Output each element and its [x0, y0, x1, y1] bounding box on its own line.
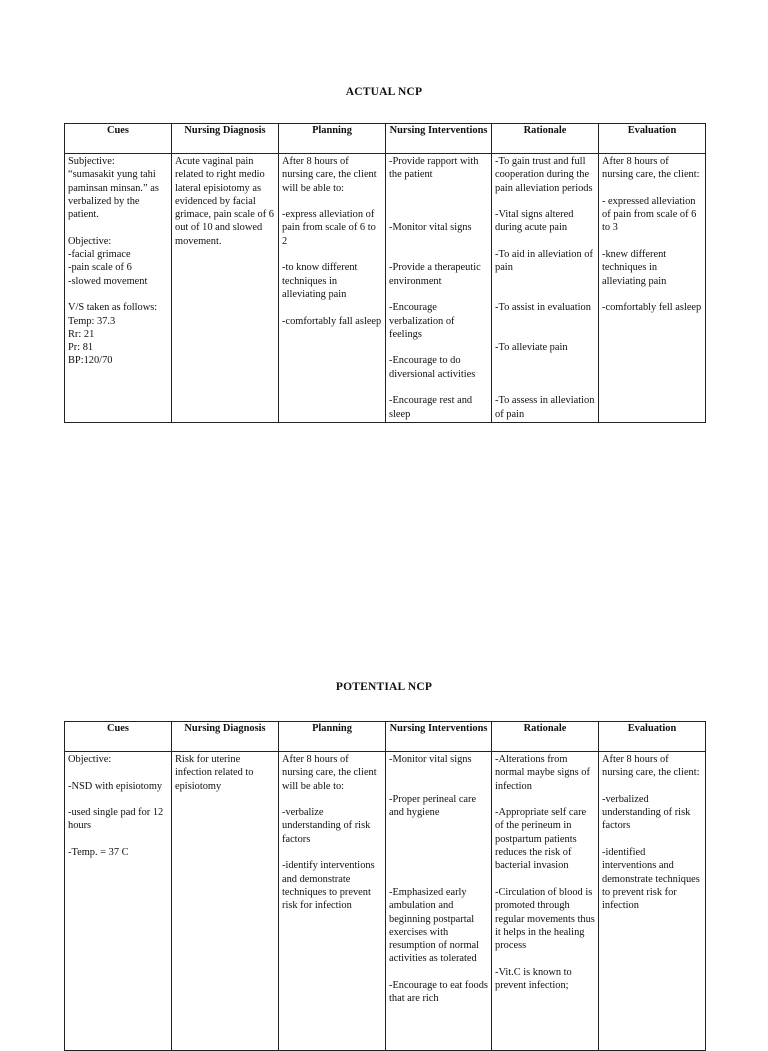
blank-line: [389, 248, 488, 261]
evaluation-cell: [599, 752, 706, 1051]
blank-line: [389, 846, 488, 859]
cell-text: “sumasakit yung tahi paminsan minsan.” as verbalized by the patient.: [68, 169, 162, 221]
blank-line: [389, 859, 488, 872]
cell-text: After 8 hours of nursing care, the client:: [602, 156, 700, 181]
cues-cell: [65, 154, 172, 423]
cell-text: -verbalized understanding of risk factors: [602, 793, 693, 832]
cell-text: -Monitor vital signs: [389, 222, 472, 234]
cell-text: -express alleviation of pain from scale of 6 to 2: [282, 209, 379, 247]
cell-text: -pain scale of 6: [68, 262, 132, 274]
cell-text: After 8 hours of nursing care, the client will be able to:: [282, 754, 380, 792]
header-planning: Planning: [279, 124, 386, 154]
blank-line: [602, 235, 702, 248]
planning-cell: [279, 154, 386, 423]
header-rationale: Rationale: [492, 124, 599, 154]
blank-line: [389, 833, 488, 846]
cell-text: -Vit.C is known to prevent infection;: [495, 966, 575, 992]
cell-text: -slowed movement: [68, 275, 148, 287]
blank-line: [389, 381, 488, 394]
blank-line: [602, 780, 702, 793]
cell-text: -knew different techniques in alleviating pain: [602, 249, 669, 287]
rationale-cell: [492, 752, 599, 1051]
cell-text: -Provide rapport with the patient: [389, 156, 482, 181]
blank-line: [389, 208, 488, 221]
header-rationale: Rationale: [492, 722, 599, 752]
blank-line: [68, 766, 168, 779]
actual-ncp-table: [64, 123, 706, 423]
header-nursing-diagnosis: Nursing Diagnosis: [172, 124, 279, 154]
blank-line: [68, 288, 168, 301]
blank-line: [495, 873, 595, 886]
potential-ncp-table: [64, 721, 706, 1051]
cell-text: - expressed alleviation of pain from scale of 6 to 3: [602, 195, 699, 234]
cell-text: -facial grimace: [68, 249, 131, 261]
cues-cell: [65, 752, 172, 1051]
blank-line: [495, 288, 595, 301]
header-cues: Cues: [65, 722, 172, 752]
blank-line: [389, 288, 488, 301]
cell-text: -To assist in evaluation: [495, 302, 591, 314]
cell-text: Acute vaginal pain related to right medio lateral episiotomy as evidenced by facial grimace, pain scale of 6 out of 10 and slowed movement.: [175, 156, 277, 247]
nursing-diagnosis-cell: [172, 752, 279, 1051]
cell-text: -Temp. = 37 C: [68, 847, 129, 859]
cell-text: -comfortably fell asleep: [602, 302, 702, 314]
blank-line: [282, 846, 382, 859]
blank-line: [282, 195, 382, 208]
blank-line: [389, 182, 488, 195]
cell-text: Risk for uterine infection related to episiotomy: [175, 754, 257, 792]
cell-text: -To aid in alleviation of pain: [495, 249, 596, 274]
blank-line: [495, 328, 595, 341]
cell-text: -identify interventions and demonstrate techniques to prevent risk for infection: [282, 860, 378, 912]
cell-text: -used single pad for 12 hours: [68, 807, 166, 832]
table-row: [65, 752, 706, 1051]
blank-line: [389, 819, 488, 832]
nursing-interventions-cell: [386, 752, 492, 1051]
cell-text: -To alleviate pain: [495, 342, 568, 354]
cell-text: Temp: 37.3: [68, 315, 116, 327]
blank-line: [389, 966, 488, 979]
header-planning: Planning: [279, 722, 386, 752]
table-row: [65, 154, 706, 423]
nursing-interventions-cell: [386, 154, 492, 423]
planning-cell: [279, 752, 386, 1051]
blank-line: [282, 248, 382, 261]
blank-line: [389, 341, 488, 354]
blank-line: [602, 833, 702, 846]
cell-text: -Vital signs altered during acute pain: [495, 209, 577, 234]
nursing-diagnosis-cell: [172, 154, 279, 423]
header-row: [65, 722, 706, 752]
cell-text: -identified interventions and demonstrate techniques to prevent risk for infection: [602, 847, 703, 912]
blank-line: [389, 195, 488, 208]
cell-text: -Encourage to eat foods that are rich: [389, 980, 491, 1005]
cell-text: -NSD with episiotomy: [68, 780, 163, 792]
blank-line: [389, 873, 488, 886]
cell-text: Objective:: [68, 754, 112, 765]
header-evaluation: Evaluation: [599, 124, 706, 154]
cell-text: Pr: 81: [68, 342, 94, 354]
cell-text: After 8 hours of nursing care, the client will be able to:: [282, 156, 380, 194]
cell-text: V/S taken as follows:: [68, 302, 158, 314]
potential-ncp-title: POTENTIAL NCP: [335, 681, 433, 693]
blank-line: [495, 354, 595, 367]
header-cues: Cues: [65, 124, 172, 154]
blank-line: [68, 833, 168, 846]
cell-text: -Encourage to do diversional activities: [389, 355, 476, 380]
rationale-cell: [492, 154, 599, 423]
blank-line: [495, 952, 595, 965]
actual-ncp-title: ACTUAL NCP: [345, 86, 423, 98]
blank-line: [495, 381, 595, 394]
evaluation-cell: [599, 154, 706, 423]
header-nursing-interventions: Nursing Interventions: [386, 722, 492, 752]
blank-line: [389, 766, 488, 779]
header-row: [65, 124, 706, 154]
blank-line: [602, 182, 702, 195]
header-nursing-diagnosis: Nursing Diagnosis: [172, 722, 279, 752]
cell-text: -Encourage verbalization of feelings: [389, 302, 458, 340]
cell-text: -Alterations from normal maybe signs of infection: [495, 754, 593, 792]
cell-text: -Circulation of blood is promoted through regular movements thus it helps in the healing process: [495, 886, 598, 952]
header-nursing-interventions: Nursing Interventions: [386, 124, 492, 154]
blank-line: [389, 235, 488, 248]
cell-text: -Emphasized early ambulation and beginning postpartal exercises with resumption of normal activities as tolerated: [389, 886, 482, 965]
cell-text: -Monitor vital signs: [389, 754, 472, 765]
blank-line: [495, 368, 595, 381]
blank-line: [495, 275, 595, 288]
header-evaluation: Evaluation: [599, 722, 706, 752]
blank-line: [602, 288, 702, 301]
cell-text: Subjective:: [68, 156, 115, 167]
blank-line: [495, 315, 595, 328]
cell-text: -Provide a therapeutic environment: [389, 262, 484, 287]
cell-text: After 8 hours of nursing care, the client:: [602, 754, 700, 779]
cell-text: BP:120/70: [68, 355, 113, 367]
cell-text: Rr: 21: [68, 328, 95, 340]
blank-line: [282, 793, 382, 806]
cell-text: -verbalize understanding of risk factors: [282, 807, 373, 845]
blank-line: [495, 235, 595, 248]
cell-text: -To gain trust and full cooperation during the pain alleviation periods: [495, 156, 593, 194]
cell-text: Objective:: [68, 235, 112, 247]
cell-text: -Encourage rest and sleep: [389, 395, 475, 420]
blank-line: [389, 780, 488, 793]
blank-line: [68, 221, 168, 234]
cell-text: -to know different techniques in alleviating pain: [282, 262, 361, 300]
blank-line: [495, 195, 595, 208]
cell-text: -comfortably fall asleep: [282, 315, 382, 327]
blank-line: [282, 301, 382, 314]
cell-text: -Appropriate self care of the perineum in postpartum patients reduces the risk of bacterial invasion: [495, 807, 589, 872]
blank-line: [68, 793, 168, 806]
blank-line: [495, 793, 595, 806]
cell-text: -To assess in alleviation of pain: [495, 395, 598, 420]
cell-text: -Proper perineal care and hygiene: [389, 793, 479, 819]
